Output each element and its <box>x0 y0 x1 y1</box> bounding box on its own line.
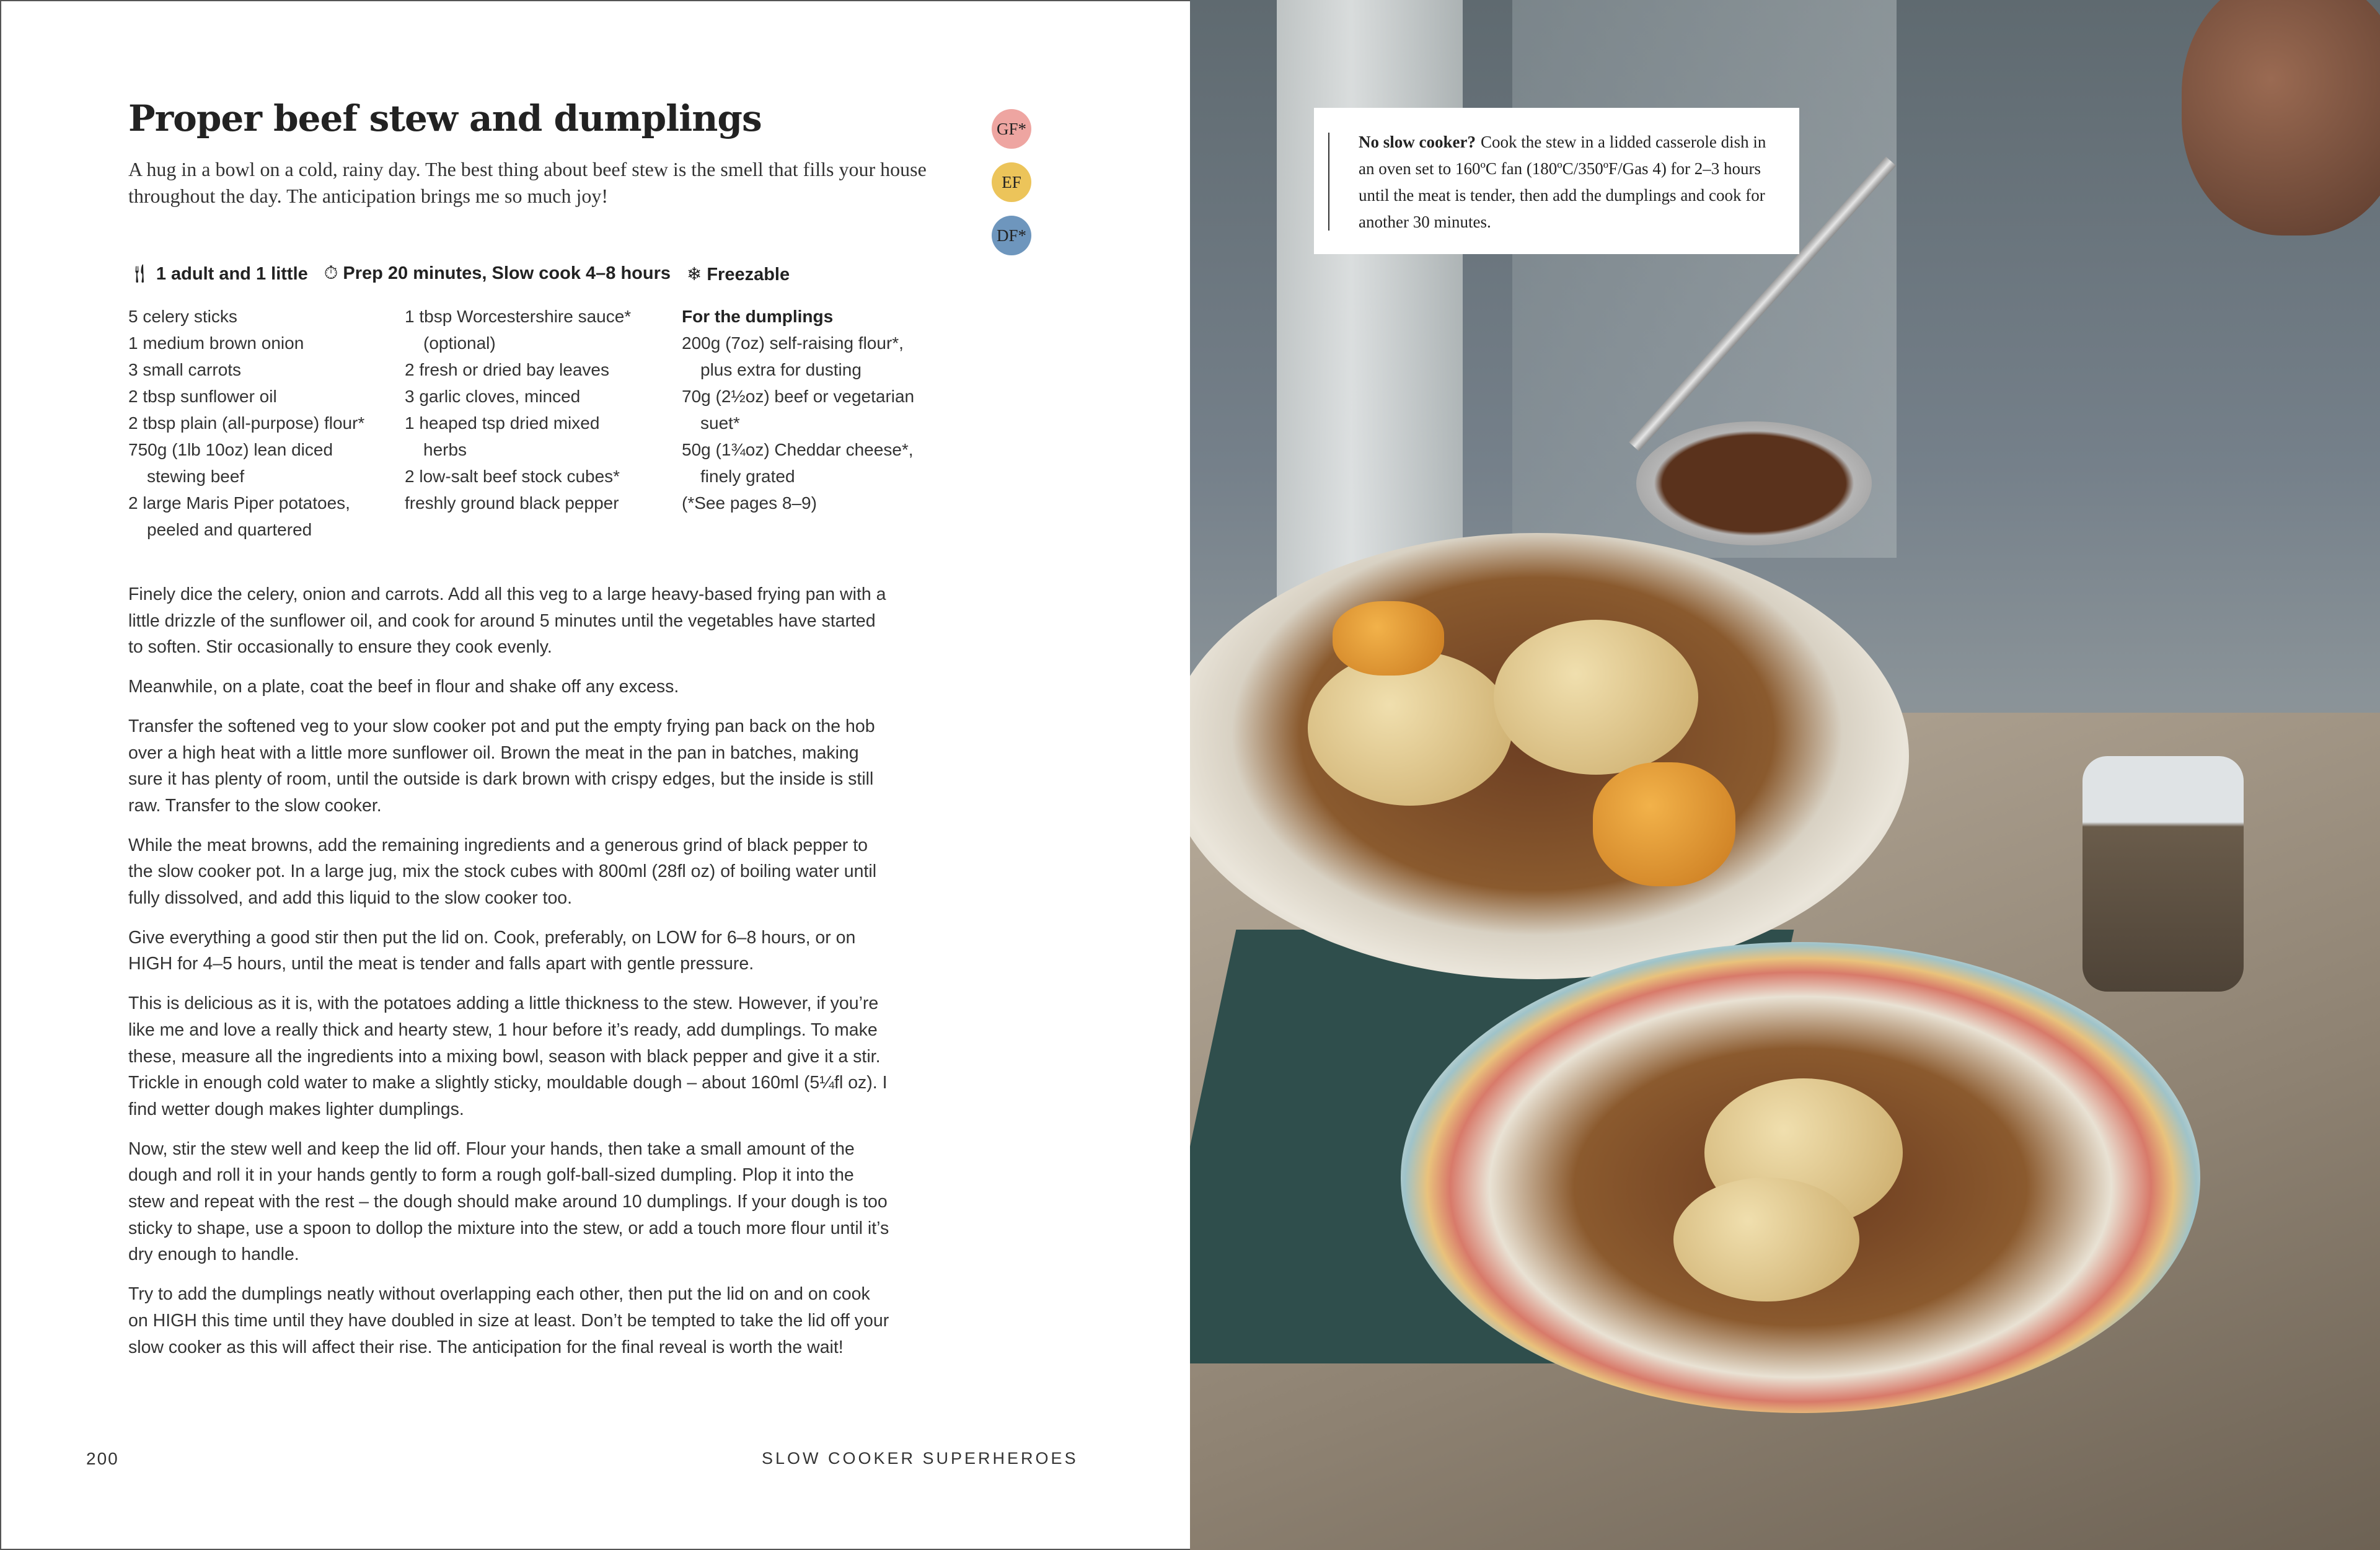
running-footer: SLOW COOKER SUPERHEROES <box>762 1449 1078 1468</box>
ingredients-footnote: (*See pages 8–9) <box>682 493 817 513</box>
tip-heading: No slow cooker? <box>1359 133 1476 151</box>
method-step: Transfer the softened veg to your slow cooker pot and put the empty frying pan back on the hob over a high heat with a little more sunflower oil. Brown the meat in the pan in batches, making sure it has plenty of room, until the outside is dark brown with crispy edges, but the inside is still raw. Transfer to the slow cooker. <box>128 716 875 816</box>
ingredients-column-3 <box>682 303 914 516</box>
dairy-free-badge: DF* <box>992 216 1031 255</box>
pepper-shaker <box>2082 756 2244 992</box>
spoon-with-stew <box>1636 421 1872 545</box>
ingredient: 1 medium brown onion <box>128 333 304 353</box>
window-light <box>1277 0 1463 620</box>
tip-text: Cook the stew in a lidded casserole dish in an oven set to 160ºC fan (180ºC/350ºF/Gas 4) for 2–3 hours until the meat is tender, then add the dumplings and cook for another 30 minutes. <box>1359 133 1766 231</box>
dumpling <box>1494 620 1698 775</box>
method-step: Try to add the dumplings neatly without overlapping each other, then put the lid on and on cook on HIGH this time until they have doubled in size at least. Don’t be tempted to take the lid off your slow cooker as this will affect their rise. The anticipation for the final reveal is worth the wait! <box>128 1284 889 1357</box>
ingredient: 3 small carrots <box>128 360 242 379</box>
ingredient: freshly ground black pepper <box>405 493 619 513</box>
ingredient: 2 fresh or dried bay leaves <box>405 360 609 379</box>
ingredient: (optional) <box>423 333 496 353</box>
method-step: This is delicious as it is, with the potatoes adding a little thickness to the stew. However, if you’re like me and love a really thick and hearty stew, 1 hour before it’s ready, add dumplings. To make these, measure all the ingredients into a mixing bowl, season with black pepper and give it a stir. Trickle in enough cold water to make a slightly sticky, mouldable dough – about 160ml (5¼fl oz). I find wetter dough makes lighter dumplings. <box>128 993 888 1119</box>
ingredients-column-2 <box>405 303 631 516</box>
ingredient: herbs <box>423 440 467 459</box>
ingredient: 3 garlic cloves, minced <box>405 387 581 406</box>
dumplings-heading: For the dumplings <box>682 307 834 326</box>
ingredient: stewing beef <box>147 467 245 486</box>
potato <box>1593 762 1735 886</box>
recipe-meta <box>128 263 790 285</box>
ingredient: 70g (2½oz) beef or vegetarian <box>682 387 915 406</box>
ingredient: 2 low-salt beef stock cubes* <box>405 467 620 486</box>
timer-icon: ⏱︎ <box>324 263 338 283</box>
potato <box>1333 601 1444 676</box>
page-number: 200 <box>86 1449 119 1468</box>
ingredient: 2 tbsp sunflower oil <box>128 387 277 406</box>
method-step: While the meat browns, add the remaining ingredients and a generous grind of black pepper to the slow cooker pot. In a large jug, mix the stock cubes with 800ml (28fl oz) of boiling water until fully dissolved, and add this liquid to the slow cooker too. <box>128 835 877 909</box>
method <box>128 581 891 1373</box>
ingredient: peeled and quartered <box>147 520 312 539</box>
tip-box <box>1314 108 1799 254</box>
time-text: Prep 20 minutes, Slow cook 4–8 hours <box>343 263 671 283</box>
ingredients-column-1 <box>128 303 364 543</box>
method-step: Now, stir the stew well and keep the lid off. Flour your hands, then take a small amount of the dough and roll it in your hands gently to form a rough golf-ball-sized dumpling. Plop it into the stew and repeat with the rest – the dough should make around 10 dumplings. If your dough is too sticky to shape, use a spoon to dollop the mixture into the stew, or add a touch more flour until it’s dry enough to handle. <box>128 1138 889 1265</box>
recipe-title: Proper beef stew and dumplings <box>128 97 762 139</box>
recipe-intro: A hug in a bowl on a cold, rainy day. The best thing about beef stew is the smell that fills your house throughout the day. The anticipation brings me so much joy! <box>128 158 927 207</box>
hand <box>2182 0 2380 236</box>
ingredient: finely grated <box>700 467 795 486</box>
cutlery-icon: 🍴︎ <box>128 264 151 284</box>
ingredient: 2 tbsp plain (all-purpose) flour* <box>128 413 365 433</box>
freeze-text: Freezable <box>707 265 790 284</box>
time-info <box>324 263 671 285</box>
serves-info <box>128 263 308 285</box>
method-step: Finely dice the celery, onion and carrots. Add all this veg to a large heavy-based frying pan with a little drizzle of the sunflower oil, and cook for around 5 minutes until the vegetables have started to soften. Stir occasionally to ensure they cook evenly. <box>128 584 886 658</box>
ingredient: 200g (7oz) self-raising flour*, <box>682 333 904 353</box>
ingredient: 2 large Maris Piper potatoes, <box>128 493 350 513</box>
snowflake-icon: ❄︎ <box>687 265 702 284</box>
method-step: Meanwhile, on a plate, coat the beef in flour and shake off any excess. <box>128 677 679 697</box>
ingredient: 50g (1¾oz) Cheddar cheese*, <box>682 440 914 459</box>
ingredient: plus extra for dusting <box>700 360 862 379</box>
ingredient: 5 celery sticks <box>128 307 237 326</box>
serves-text: 1 adult and 1 little <box>156 264 308 284</box>
freeze-info <box>687 263 790 285</box>
ingredient: suet* <box>700 413 740 433</box>
ingredient: 750g (1lb 10oz) lean diced <box>128 440 333 459</box>
ingredient: 1 tbsp Worcestershire sauce* <box>405 307 632 326</box>
egg-free-badge: EF <box>992 162 1031 202</box>
gluten-free-badge: GF* <box>992 109 1031 149</box>
dumpling <box>1308 651 1512 806</box>
dumpling <box>1673 1178 1859 1301</box>
ingredient: 1 heaped tsp dried mixed <box>405 413 600 433</box>
method-step: Give everything a good stir then put the lid on. Cook, preferably, on LOW for 6–8 hours, or on HIGH for 4–5 hours, until the meat is tender and falls apart with gentle pressure. <box>128 927 856 974</box>
